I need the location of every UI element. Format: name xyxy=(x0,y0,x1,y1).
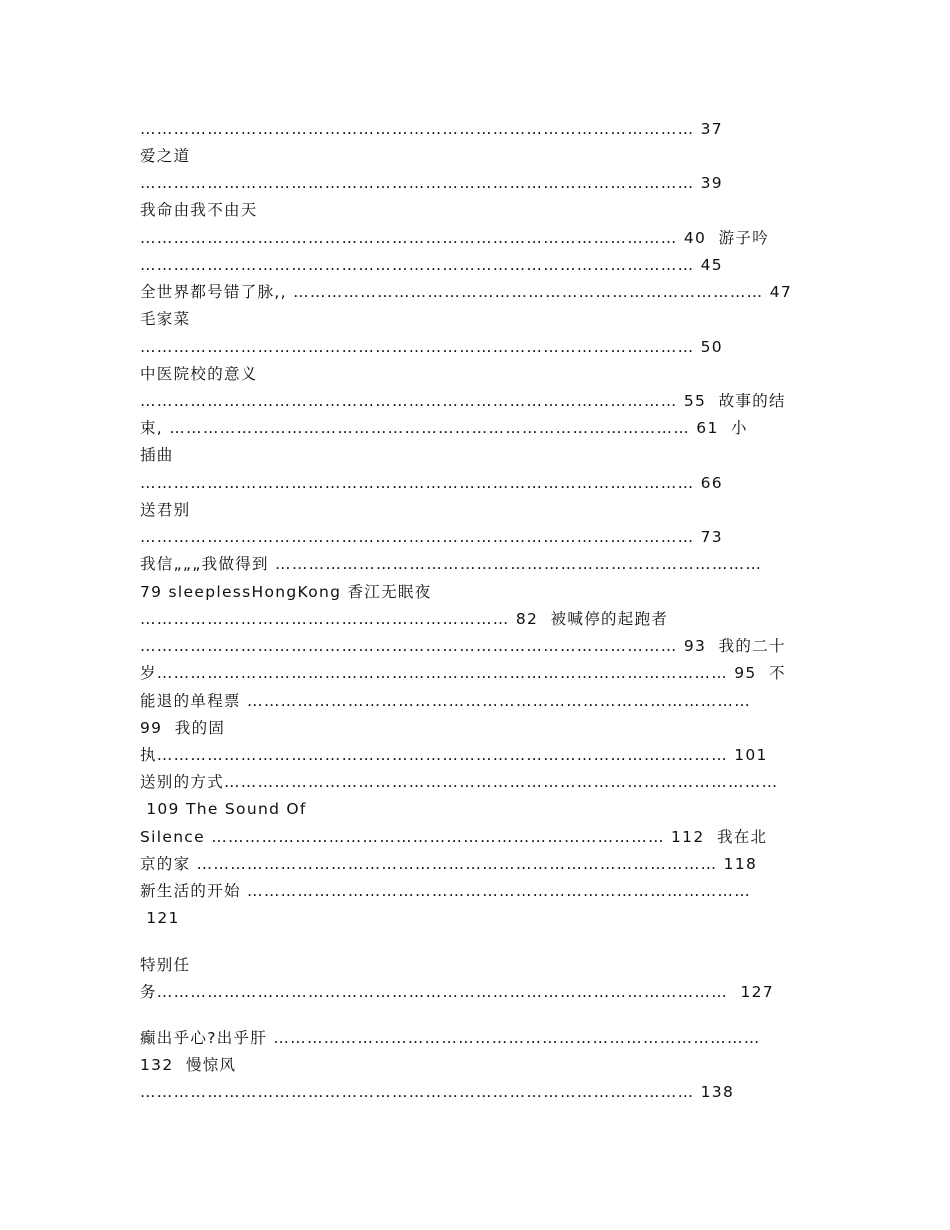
toc-line: 我信„„„我做得到 …………………………………………………………………………… xyxy=(140,555,763,573)
toc-line: …………………………………………………………………………………… 93 我的二十 xyxy=(140,637,786,655)
toc-line: 中医院校的意义 xyxy=(140,365,258,383)
toc-line: 99 我的固 xyxy=(140,719,226,737)
toc-line: 特别任 xyxy=(140,956,191,974)
toc-line: 京的家 ………………………………………………………………………………… 118 xyxy=(140,855,758,873)
toc-line: 毛家菜 xyxy=(140,310,191,328)
toc-line: 束, ………………………………………………………………………………… 61 小 xyxy=(140,419,748,437)
toc-line: Silence ……………………………………………………………………… 112 我在北 xyxy=(140,828,768,846)
toc-line: 爱之道 xyxy=(140,147,191,165)
toc-line: 能退的单程票 ……………………………………………………………………………… xyxy=(140,692,752,710)
toc-line: 109 The Sound Of xyxy=(140,800,307,818)
toc-line: 岁………………………………………………………………………………………… 95 不 xyxy=(140,664,786,682)
toc-line: ………………………………………………………… 82 被喊停的起跑者 xyxy=(140,610,669,628)
toc-line: 送别的方式……………………………………………………………………………………… xyxy=(140,773,779,791)
toc-line: …………………………………………………………………………………… 55 故事的结 xyxy=(140,392,786,410)
toc-line: ……………………………………………………………………………………… 37 xyxy=(140,120,723,138)
toc-line: 执………………………………………………………………………………………… 101 xyxy=(140,746,768,764)
toc-line: 癫出乎心?出乎肝 …………………………………………………………………………… xyxy=(140,1029,761,1047)
toc-line: 我命由我不由天 xyxy=(140,201,258,219)
toc-line: 全世界都号错了脉,, ………………………………………………………………………… 47 xyxy=(140,283,793,301)
toc-line: ……………………………………………………………………………………… 45 xyxy=(140,256,723,274)
toc-line: …………………………………………………………………………………… 40 游子吟 xyxy=(140,229,770,247)
toc-line: 插曲 xyxy=(140,446,174,464)
toc-line: ……………………………………………………………………………………… 50 xyxy=(140,338,723,356)
toc-line: ……………………………………………………………………………………… 73 xyxy=(140,528,723,546)
toc-line: ……………………………………………………………………………………… 66 xyxy=(140,474,723,492)
toc-line: ……………………………………………………………………………………… 39 xyxy=(140,174,723,192)
toc-line: 送君别 xyxy=(140,501,191,519)
toc-line: 务………………………………………………………………………………………… 127 xyxy=(140,983,774,1001)
toc-line: 新生活的开始 ……………………………………………………………………………… xyxy=(140,882,752,900)
toc-line: ……………………………………………………………………………………… 138 xyxy=(140,1083,735,1101)
toc-line: 121 xyxy=(140,909,180,927)
toc-line: 132 慢惊风 xyxy=(140,1056,237,1074)
toc-line: 79 sleeplessHongKong 香江无眠夜 xyxy=(140,583,432,601)
